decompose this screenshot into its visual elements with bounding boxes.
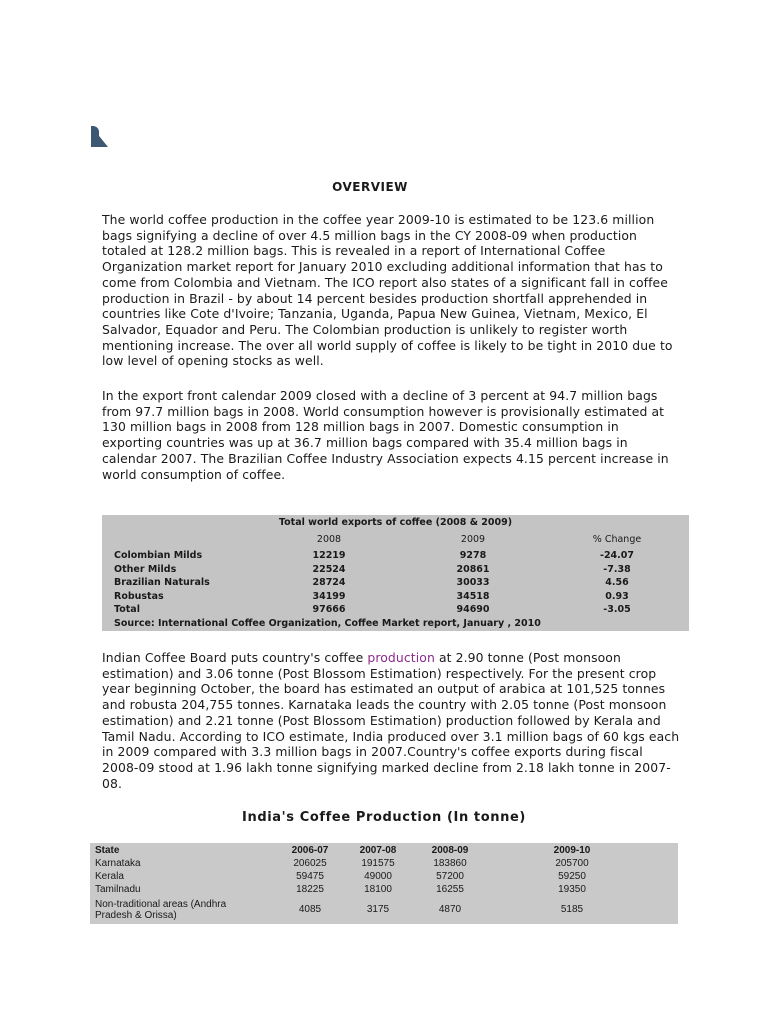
value-cell: 16255	[436, 884, 464, 895]
cell-2008: 97666	[312, 604, 346, 615]
paragraph-india	[102, 650, 682, 791]
cell-2009: 94690	[456, 604, 490, 615]
column-header: 2006-07	[291, 845, 329, 856]
table-row	[102, 591, 689, 605]
state-cell: Tamilnadu	[95, 884, 141, 895]
world-exports-table	[102, 515, 689, 631]
value-cell: 57200	[436, 871, 464, 882]
state-cell: Non-traditional areas (Andhra Pradesh & Orissa)	[95, 899, 227, 921]
cell-2008: 34199	[312, 591, 346, 602]
column-header: State	[95, 845, 120, 856]
table-row	[102, 577, 689, 591]
state-cell: Kerala	[95, 871, 124, 882]
row-label: Total	[114, 604, 140, 615]
row-label: Other Milds	[114, 564, 177, 575]
india-production-table	[90, 843, 678, 924]
table-source: Source: International Coffee Organization, Coffee Market report, January , 2010	[114, 618, 541, 629]
table-row	[102, 550, 689, 564]
cell-2009: 34518	[456, 591, 490, 602]
paragraph-exports: In the export front calendar 2009 closed with a decline of 3 percent at 94.7 million bags from 97.7 million bags in 2008. World consumption however is provisionally estimated at 130 million bags in 2008 from 128 million bags in 2007. Domestic consumption in exporting countries was up at 36.7 million bags compared with 35.4 million bags in calendar 2007. The Brazilian Coffee Industry Association expects 4.15 percent increase in world consumption of coffee.	[102, 388, 669, 482]
value-cell: 205700	[555, 858, 589, 869]
value-cell: 206025	[293, 858, 327, 869]
cell-change: -7.38	[603, 564, 631, 575]
value-cell: 4870	[438, 904, 462, 915]
table-row	[102, 564, 689, 578]
value-cell: 19350	[558, 884, 586, 895]
cell-change: -3.05	[603, 604, 631, 615]
paragraph-text: Indian Coffee Board puts country's coffee	[102, 650, 368, 665]
india-production-heading: India's Coffee Production (In tonne)	[242, 810, 526, 825]
value-cell: 3175	[366, 904, 390, 915]
cell-change: -24.07	[600, 550, 634, 561]
paragraph-production: The world coffee production in the coffee year 2009-10 is estimated to be 123.6 million bags signifying a decline of over 4.5 million bags in the CY 2008-09 when production totaled at 128.2 million bags. This is revealed in a report of International Coffee Organization market report for January 2010 excluding additional information that has to come from Colombia and Vietnam. The ICO report also states of a significant fall in coffee production in Brazil - by about 14 percent besides production shortfall apprehended in countries like Cote d'Ivoire; Tanzania, Uganda, Papua New Guinea, Vietnam, Mexico, El Salvador, Equador and Peru. The Colombian production is unlikely to register worth mentioning increase. The over all world supply of coffee is likely to be tight in 2010 due to low level of opening stocks as well.	[102, 212, 673, 369]
value-cell: 59250	[558, 871, 586, 882]
cell-2009: 30033	[456, 577, 490, 588]
value-cell: 59475	[296, 871, 324, 882]
cell-2008: 22524	[312, 564, 346, 575]
cell-2008: 28724	[312, 577, 346, 588]
column-header: 2008-09	[431, 845, 469, 856]
production-link[interactable]: production	[367, 650, 435, 665]
table-title: Total world exports of coffee (2008 & 2009)	[278, 517, 513, 528]
value-cell: 49000	[364, 871, 392, 882]
row-label: Colombian Milds	[114, 550, 203, 561]
cell-change: 0.93	[605, 591, 629, 602]
overview-heading: OVERVIEW	[332, 180, 408, 194]
row-label: Robustas	[114, 591, 164, 602]
cell-2009: 9278	[459, 550, 487, 561]
cell-change: 4.56	[605, 577, 629, 588]
column-header: 2009-10	[553, 845, 591, 856]
value-cell: 183860	[433, 858, 467, 869]
value-cell: 18100	[364, 884, 392, 895]
column-header: 2007-08	[359, 845, 397, 856]
table-source-row	[102, 618, 689, 632]
column-header: % Change	[592, 534, 642, 545]
table-row	[102, 604, 689, 618]
column-header: 2009	[460, 534, 486, 545]
cell-2008: 12219	[312, 550, 346, 561]
column-header: 2008	[316, 534, 342, 545]
value-cell: 4085	[298, 904, 322, 915]
paragraph-text: at 2.90 tonne (Post monsoon estimation) and 3.06 tonne (Post Blossom Estimation) respectively. For the present crop year beginning October, the board has estimated an output of arabica at 101,525 tonnes and robusta 204,755 tonnes. Karnataka leads the country with 2.05 tonne (Post monsoon estimation) and 2.21 tonne (Post Blossom Estimation) production followed by Kerala and Tamil Nadu. According to ICO estimate, India produced over 3.1 million bags of 60 kgs each in 2009 compared with 3.3 million bags in 2007.Country's coffee exports during fiscal 2008-09 stood at 1.96 lakh tonne signifying marked decline from 2.18 lakh tonne in 2007-08.	[102, 650, 680, 791]
cell-2009: 20861	[456, 564, 490, 575]
value-cell: 5185	[560, 904, 584, 915]
state-cell: Karnataka	[95, 858, 141, 869]
value-cell: 191575	[361, 858, 395, 869]
page-corner-marker-tip	[91, 126, 108, 147]
table-header-row	[102, 534, 689, 548]
row-label: Brazilian Naturals	[114, 577, 210, 588]
value-cell: 18225	[296, 884, 324, 895]
